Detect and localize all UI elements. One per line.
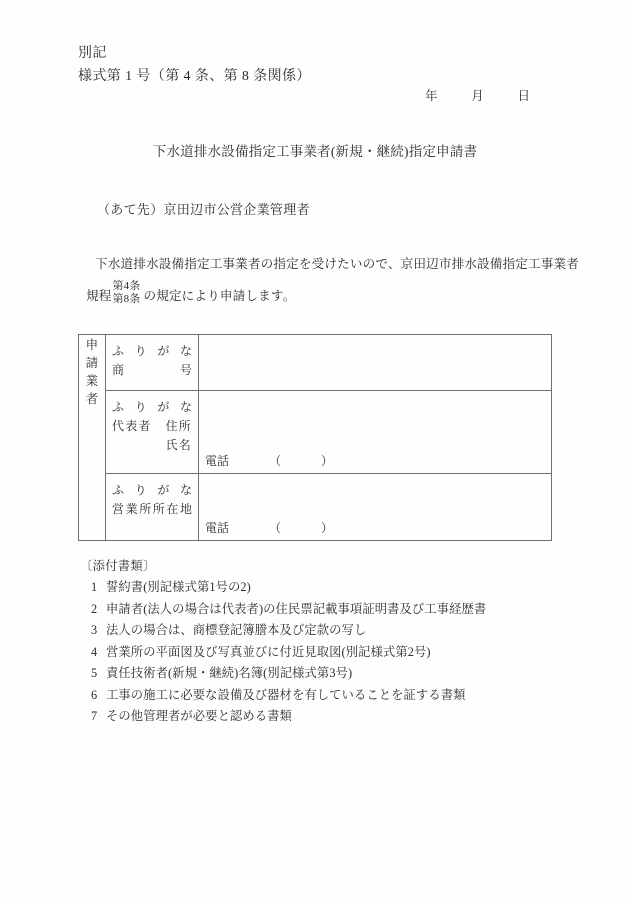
applicant-vertical-label [79,335,106,541]
vertical-char-2: 業 [85,374,99,388]
attachment-number: 1 [91,580,98,594]
vertical-char-0: 申 [85,338,99,352]
phone-open-paren-3: （ [269,521,282,535]
attachment-text: 工事の施工に必要な設備及び器材を有していることを証する書類 [106,687,466,702]
list-item [80,706,486,728]
furigana-label-row-3: ふ り が な [112,483,192,497]
article-lower: 第8条 [112,293,141,305]
table-row [79,474,552,541]
attachments-list [80,577,486,728]
phone-label-2: 電話 [205,454,230,468]
representative-name-label: 氏名 [165,438,192,452]
representative-address-label: 代表者 住所 [112,419,192,433]
attachments-section [80,556,486,728]
phone-close-paren-2: ） [321,454,334,468]
article-reference-stack [113,280,141,306]
list-item [80,642,486,664]
list-item [80,577,486,599]
header-line-form-number: 様式第 1 号（第 4 条、第 8 条関係） [78,69,311,84]
table-row [79,391,552,474]
trade-name-label-cell [106,335,199,391]
list-item [80,620,486,642]
phone-label-3: 電話 [205,521,230,535]
body-paragraph-tail: の規定により申請します。 [143,289,296,303]
form-header [78,42,311,88]
body-paragraph-second-line [86,280,295,306]
attachment-number: 2 [91,601,98,616]
regulation-label: 規程 [86,289,112,303]
date-day-label: 日 [517,89,531,103]
list-item [80,599,486,621]
header-line-betsuki: 別記 [78,46,107,61]
office-location-label: 営 業 所 所 在 地 [112,502,192,516]
attachment-text: 誓約書(別記様式第1号の2) [106,580,251,594]
representative-value-field[interactable] [199,391,552,474]
attachment-text: 営業所の平面図及び写真並びに付近見取図(別記様式第2号) [106,644,431,659]
representative-label-cell [106,391,199,474]
body-paragraph-first-line: 下水道排水設備指定工事業者の指定を受けたいので、京田辺市排水設備指定工事業者 [95,257,580,271]
attachments-title: 〔添付書類〕 [80,559,156,573]
table-row [79,335,552,391]
applicant-information-table [78,334,552,541]
attachment-text: 申請者(法人の場合は代表者)の住民票記載事項証明書及び工事経歴書 [106,601,487,616]
attachment-number: 4 [91,644,98,659]
attachment-text: 責任技術者(新規・継続)名簿(別記様式第3号) [106,666,353,680]
attachment-number: 6 [91,687,98,702]
office-location-value-field[interactable] [199,474,552,541]
date-entry-line [425,86,531,104]
furigana-label-row-1: ふ り が な [112,344,192,358]
list-item [80,685,486,707]
attachment-number: 3 [91,623,98,637]
addressee-line: （あて先）京田辺市公営企業管理者 [97,202,310,217]
date-month-label: 月 [471,89,485,103]
date-year-label: 年 [425,89,439,103]
furigana-label-row-2: ふ り が な [112,400,192,414]
representative-phone-field[interactable] [205,452,333,469]
article-upper: 第4条 [112,280,141,292]
phone-open-paren-2: （ [269,454,282,468]
page-title: 下水道排水設備指定工事業者(新規・継続)指定申請書 [152,144,478,159]
attachment-text: その他管理者が必要と認める書類 [106,709,292,723]
attachment-number: 5 [91,666,98,680]
attachment-number: 7 [91,709,98,723]
vertical-char-1: 請 [85,356,99,370]
trade-name-label: 商 号 [112,363,192,377]
phone-close-paren-3: ） [321,521,334,535]
office-location-label-cell [106,474,199,541]
attachment-text: 法人の場合は、商標登記簿謄本及び定款の写し [106,623,367,637]
vertical-char-3: 者 [85,392,99,406]
office-phone-field[interactable] [205,519,333,536]
list-item [80,663,486,685]
trade-name-value-field[interactable] [199,335,552,391]
